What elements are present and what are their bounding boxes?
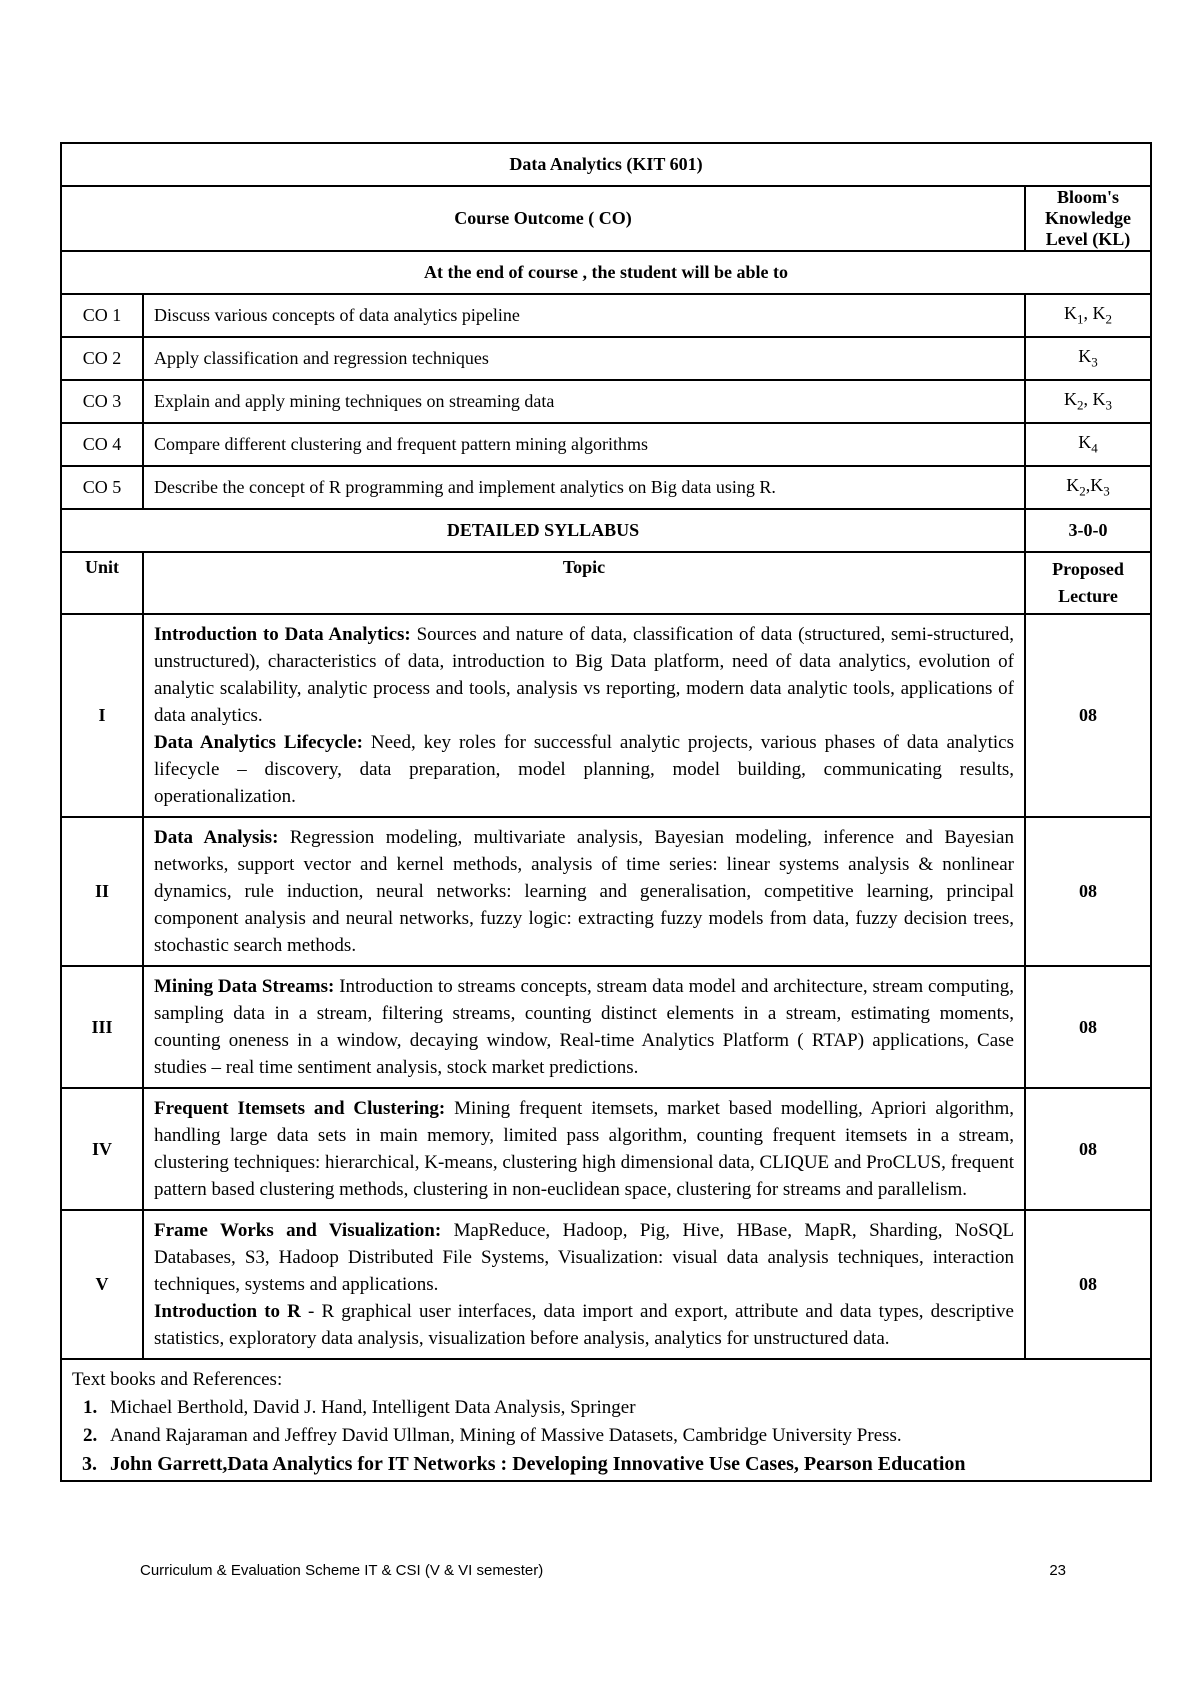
unit-row: [61, 817, 1151, 966]
co-code: CO 4: [61, 423, 143, 466]
lecture-column-header: Proposed Lecture: [1025, 552, 1151, 614]
co-code: CO 5: [61, 466, 143, 509]
unit-topic: [143, 1210, 1025, 1359]
topic-text: MapReduce, Hadoop, Pig, Hive, HBase, MapR, Sharding, NoSQL Databases, S3, Hadoop Distributed File Systems, Visualization: visual data analysis techniques, interaction techniques, systems and applications.: [154, 1220, 1015, 1295]
unit-row: [61, 966, 1151, 1088]
unit-lectures: 08: [1025, 966, 1151, 1088]
unit-topic: [143, 1088, 1025, 1210]
co-row: [61, 466, 1151, 509]
topic-text: Mining frequent itemsets, market based modelling, Apriori algorithm, handling large data sets in main memory, limited pass algorithm, counting frequent itemsets in a stream, clustering techniques: hierarchical, K-means, clustering high dimensional data, CLIQUE and ProCLUS, frequent pattern based clustering methods, clustering in non-euclidean space, clustering for streams and parallelism.: [154, 1098, 1014, 1200]
unit-lectures: 08: [1025, 1088, 1151, 1210]
references-section: [61, 1359, 1151, 1481]
co-knowledge-level: $K_2,K_3$: [1025, 466, 1151, 509]
unit-lectures: 08: [1025, 1210, 1151, 1359]
topic-text: Regression modeling, multivariate analysis, Bayesian modeling, inference and Bayesian networks, support vector and kernel methods, analysis of time series: linear systems analysis & nonlinear dynamics, rule induction, neural networks: learning and generalisation, competitive learning, principal component analysis and neural networks, fuzzy logic: extracting fuzzy models from data, fuzzy decision trees, stochastic search methods.: [154, 827, 1014, 956]
unit-row: [61, 614, 1151, 817]
unit-number: V: [61, 1210, 143, 1359]
unit-number: IV: [61, 1088, 143, 1210]
co-knowledge-level: $K_1$, $K_2$: [1025, 294, 1151, 337]
unit-lectures: 08: [1025, 614, 1151, 817]
unit-column-header: Unit: [61, 552, 143, 614]
topic-heading: Frequent Itemsets and Clustering:: [154, 1098, 446, 1119]
co-code: CO 1: [61, 294, 143, 337]
co-description: Explain and apply mining techniques on streaming data: [143, 380, 1025, 423]
topic-heading: Data Analytics Lifecycle:: [154, 732, 363, 753]
ltp-value: 3-0-0: [1025, 509, 1151, 552]
co-description: Describe the concept of R programming and implement analytics on Big data using R.: [143, 466, 1025, 509]
unit-topic: [143, 966, 1025, 1088]
topic-heading: Introduction to Data Analytics:: [154, 624, 411, 645]
reference-item: 1. Michael Berthold, David J. Hand, Intelligent Data Analysis, Springer: [102, 1394, 1140, 1422]
co-description: Discuss various concepts of data analytics pipeline: [143, 294, 1025, 337]
outcome-intro: At the end of course , the student will be able to: [61, 251, 1151, 294]
co-knowledge-level: $K_4$: [1025, 423, 1151, 466]
unit-number: I: [61, 614, 143, 817]
topic-heading: Frame Works and Visualization:: [154, 1220, 442, 1241]
topic-text: Need, key roles for successful analytic projects, various phases of data analytics lifecycle – discovery, data preparation, model planning, model building, communicating results, operationalization.: [154, 732, 1014, 807]
unit-number: II: [61, 817, 143, 966]
detailed-syllabus-heading: DETAILED SYLLABUS: [61, 509, 1025, 552]
course-table: [60, 142, 1152, 1482]
references-heading: Text books and References:: [72, 1369, 283, 1390]
blooms-level-header: Bloom's Knowledge Level (KL): [1025, 186, 1151, 251]
reference-item: 2. Anand Rajaraman and Jeffrey David Ullman, Mining of Massive Datasets, Cambridge University Press.: [102, 1422, 1140, 1450]
page-number: 23: [1049, 1562, 1066, 1579]
unit-row: [61, 1210, 1151, 1359]
footer-text: Curriculum & Evaluation Scheme IT & CSI (V & VI semester): [140, 1562, 544, 1579]
unit-topic: [143, 614, 1025, 817]
co-row: [61, 423, 1151, 466]
co-code: CO 2: [61, 337, 143, 380]
course-outcome-header: Course Outcome ( CO): [61, 186, 1025, 251]
topic-heading: Data Analysis:: [154, 827, 279, 848]
co-knowledge-level: $K_2$, $K_3$: [1025, 380, 1151, 423]
co-code: CO 3: [61, 380, 143, 423]
co-row: [61, 294, 1151, 337]
co-row: [61, 337, 1151, 380]
co-description: Apply classification and regression techniques: [143, 337, 1025, 380]
topic-heading: Introduction to R: [154, 1301, 301, 1322]
co-knowledge-level: $K_3$: [1025, 337, 1151, 380]
topic-text: Sources and nature of data, classification of data (structured, semi-structured, unstructured), characteristics of data, introduction to Big Data platform, need of data analytics, evolution of analytic scalability, analytic process and tools, analysis vs reporting, modern data analytic tools, applications of data analytics.: [154, 624, 1014, 726]
topic-text: - R graphical user interfaces, data import and export, attribute and data types, descriptive statistics, exploratory data analysis, visualization before analysis, analytics for unstructured data.: [154, 1301, 1014, 1349]
page-footer: [140, 1562, 1066, 1579]
syllabus-sheet: [60, 142, 1150, 1482]
topic-heading: Mining Data Streams:: [154, 976, 335, 997]
unit-topic: [143, 817, 1025, 966]
co-description: Compare different clustering and frequent pattern mining algorithms: [143, 423, 1025, 466]
unit-lectures: 08: [1025, 817, 1151, 966]
references-list: [72, 1394, 1140, 1478]
co-row: [61, 380, 1151, 423]
reference-item: 3. John Garrett,Data Analytics for IT Networks : Developing Innovative Use Cases, Pearson Education: [102, 1450, 1140, 1478]
unit-number: III: [61, 966, 143, 1088]
topic-column-header: Topic: [143, 552, 1025, 614]
course-title: Data Analytics (KIT 601): [61, 143, 1151, 186]
topic-text: Introduction to streams concepts, stream data model and architecture, stream computing, sampling data in a stream, filtering streams, counting distinct elements in a stream, estimating moments, counting oneness in a window, decaying window, Real-time Analytics Platform ( RTAP) applications, Case studies – real time sentiment analysis, stock market predictions.: [154, 976, 1015, 1078]
unit-row: [61, 1088, 1151, 1210]
